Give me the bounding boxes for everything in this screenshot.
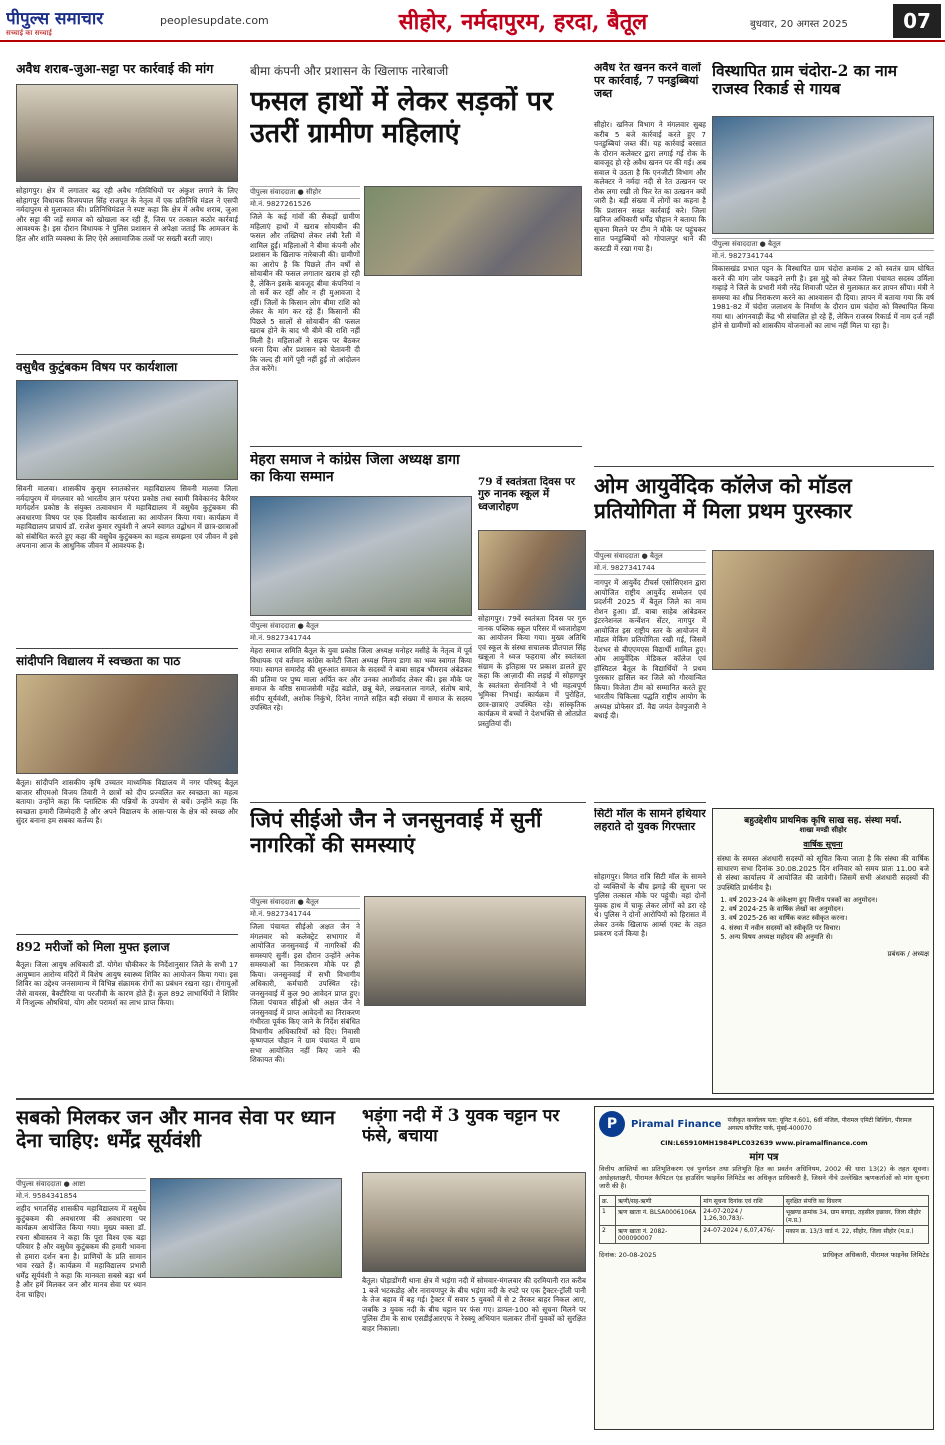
story-hearing-headline: जिपं सीईओ जैन ने जनसुनवाई में सुनीं नागरिकों की समस्याएं bbox=[250, 808, 542, 857]
table-cell: 2 bbox=[600, 1225, 616, 1243]
divider bbox=[16, 934, 238, 935]
divider bbox=[16, 354, 238, 355]
divider bbox=[250, 446, 582, 447]
society-notice-title: वार्षिक सूचना bbox=[803, 840, 843, 849]
story-service-byline: पीपुल्स संवाददाता ● आष्टा bbox=[16, 1178, 146, 1191]
piramal-date: दिनांक: 20-08-2025 bbox=[599, 1250, 657, 1259]
story-liquor-headline-box bbox=[16, 62, 236, 80]
agenda-item: 3. वर्ष 2025-26 का वार्षिक बजट स्वीकृत करना। bbox=[729, 914, 929, 923]
divider bbox=[594, 466, 934, 467]
story-mehra-body: मेहरा समाज समिति बैतूल के युवा प्रकोष्ठ जिला अध्यक्ष मनोहर मसीहे के नेतृत्व में पूर्व विधायक एवं वर्तमान कांग्रेस कमेटी जिला अध्यक्ष निलय डागा का भव्य स्वागत किया गया। स्वागत समारोह की शुरुआत समाज के सदस्यों ने बाबा साहब भीमराव अंबेडकर की प्रतिमा पर पुष्प माला अर्पित कर और उनका आशीर्वाद लेकर की। इस मौके पर समाज के वरिष्ठ समाजसेवी महेंद्र बडोले, छन्नू बेले, लखनलाल नागले, संतोष बाचे, संदीप सूर्यवंशी, अशोक निकुंभे, दिनेश नागले सहित बड़ी संख्या में समाज के सदस्य उपस्थित रहे। bbox=[250, 646, 472, 712]
story-ayurvedic-body: नागपुर में आयुर्वेद टीचर्स एसोसिएशन द्वारा आयोजित राष्ट्रीय आयुर्वेद सम्मेलन एवं प्रदर्शनी 2025 में बैतूल जिले का नाम रोशन हुआ। डॉ. बाबा साहेब आंबेडकर इंटरनेशनल कन्वेंशन सेंटर, नागपुर में आयोजित इस राष्ट्रीय स्तर के आयोजन में मॉडल मेकिंग प्रतियोगिता रखी गई, जिसमें देशभर से बीएएमएस विद्यार्थी शामिल हुए। ओम आयुर्वेदिक मेडिकल कॉलेज एवं हॉस्पिटल बैतूल के विद्यार्थियों ने प्रथम पुरस्कार हासिल कर जिले को गौरवान्वित किया। विजेता टीम को सम्मानित करते हुए भारतीय चिकित्सा पद्धति राष्ट्रीय आयोग के अध्यक्ष प्रोफेसर डॉ. वैद्य जयंत देवपुजारी ने बधाई दी। bbox=[594, 578, 706, 720]
piramal-notice-table bbox=[599, 1195, 929, 1244]
agenda-item: 5. अन्य विषय अध्यक्ष महोदय की अनुमति से। bbox=[729, 933, 929, 942]
story-workshop-body: सिवनी मालवा। शासकीय कुसुम स्नातकोत्तर महाविद्यालय सिवनी मालवा जिला नर्मदापुरम में मंगलवार को भारतीय ज्ञान परंपरा प्रकोष्ठ तथा स्वामी विवेकानंद कैरियर मार्गदर्शन प्रकोष्ठ के संयुक्त तत्वावधान में महाविद्यालय में वसुधैव कुटुंबकम की अवधारणा विषय पर एक दिवसीय कार्यशाला का आयोजन किया गया। कार्यक्रम में महाविद्यालय प्राचार्य डॉ. राजेश कुमार रघुवंशी ने अपने स्वागत उद्बोधन में छात्र-छात्राओं को संबोधित करते हुए कहा की वसुधैव कुटुंबकम का महत्व समझना एवं जीवन में इसे अपनाना आज के आधुनिक जीवन में आवश्यक है। bbox=[16, 484, 238, 550]
divider bbox=[16, 648, 238, 649]
story-cleanliness-photo bbox=[16, 674, 238, 774]
table-cell: ऋण खाता नं. BLSA0006106A bbox=[616, 1206, 701, 1225]
story-mehra-mobile: मो.नं. 9827341744 bbox=[250, 632, 472, 645]
story-ayurvedic-byline: पीपुल्स संवाददाता ● बैतूल bbox=[594, 550, 706, 563]
story-cleanliness-body: बैतूल। सांदीपनि शासकीय कृषि उच्चतर माध्यमिक विद्यालय में नगर परिषद् बैतूल बाजार सीएमओ विजय तिवारी ने छात्रों को दीप प्रज्वलित कर स्वच्छता का महत्व बताया। उन्होंने कहा कि प्लास्टिक की पन्नियों के उपयोग से बचें। उन्होंने कहा कि स्वच्छता हमारी जिम्मेदारी है और अपने विद्यालय के आस-पास के क्षेत्र को स्वच्छ और सुंदर बनाना हम सबका कर्तव्य है। bbox=[16, 778, 238, 825]
story-service-mobile: मो.नं. 9584341854 bbox=[16, 1190, 146, 1203]
page-number: 07 bbox=[893, 4, 941, 38]
story-flag-photo bbox=[478, 530, 586, 610]
story-river-photo bbox=[362, 1172, 586, 1272]
divider bbox=[16, 1098, 934, 1100]
story-liquor-headline: अवैध शराब-जुआ-सट्टा पर कार्रवाई की मांग bbox=[16, 62, 214, 76]
table-row bbox=[600, 1225, 929, 1243]
story-ayurvedic-photo bbox=[712, 550, 934, 670]
society-name: बहुउद्देशीय प्राथमिक कृषि साख सह. संस्था मर्या. bbox=[744, 816, 902, 826]
agenda-item: 1. वर्ष 2023-24 के अंकेक्षण हुए वित्तीय पत्रकों का अनुमोदन। bbox=[729, 896, 929, 905]
table-header: सुरक्षित संपत्ति का विवरण bbox=[783, 1195, 928, 1206]
story-crop-kicker: बीमा कंपनी और प्रशासन के खिलाफ नारेबाजी bbox=[250, 64, 449, 78]
story-free-treatment-body: बैतूल। जिला आयुष अधिकारी डॉ. योगेश चौकीकर के निर्देशानुसार जिले के सभी 17 आयुष्मान आरोग्य मंदिरों में विशेष आयुष स्वास्थ्य शिविर का आयोजन किया गया। इस शिविर का उद्देश्य जनसामान्य में विभिन्न संक्रामक रोगों का प्रबंधन रखना रहा। रोगायुओं जैसे वायरस, बैक्टीरिया या परजीवी के कारण होते हैं। कुल 892 लाभार्थियों ने शिविर में निःशुल्क औषधियां, योग और परामर्श का लाभ प्राप्त किया। bbox=[16, 960, 238, 1007]
story-river-body: बैतूल। घोड़ाडोंगरी थाना क्षेत्र में भड़ंगा नदी में सोमवार-मंगलवार की दरमियानी रात करीब 1 बजे भटकडोह और नारायणपुर के बीच भड़ंगा नदी के रपटे पर एक ट्रैक्टर-ट्रॉली पानी के तेज बहाव में बह गई। ट्रैक्टर में सवार 5 युवकों में से 2 तैरकर बाहर निकल आए, जबकि 3 युवक नदी के बीच चट्टान पर फंस गए। डायल-100 को सूचना मिलने पर पुलिस टीम के साथ एसडीईआरएफ ने रेस्क्यू अभियान चलाकर तीनों युवकों को सुरक्षित बाहर निकाला। bbox=[362, 1276, 586, 1333]
story-chandora-body: विकासखंड प्रभात पट्टन के विस्थापित ग्राम चंदोरा क्रमांक 2 को स्वतंत्र ग्राम घोषित करने की मांग जोर पकड़ने लगी है। इस मुद्दे को लेकर जिला पंचायत सदस्य उर्मिला गव्हाड़े ने जिले के प्रभारी मंत्री नरेंद्र शिवाजी पटेल से मुलाकात कर ज्ञापन सौंपा। मंत्री ने समस्या का शीघ्र निराकरण करने का आश्वासन दी दिया। ज्ञापन में बताया गया कि वर्ष 1981-82 में चंदोरा जलाशय के निर्माण के दौरान ग्राम चंदोरा को विस्थापित किया गया था। आंगनवाड़ी केंद्र भी संचालित हो रहे हैं, लेकिन राजस्व रिकार्ड में नाम दर्ज नहीं होने से ग्रामीणों को शासकीय योजनाओं का लाभ नहीं मिल पा रहा है। bbox=[712, 264, 934, 330]
story-ayurvedic-body-cont bbox=[712, 674, 934, 794]
story-mehra-headline: मेहरा समाज ने कांग्रेस जिला अध्यक्ष डागा का किया सम्मान bbox=[250, 452, 460, 485]
story-sand-headline: अवैध रेत खनन करने वालों पर कार्रवाई, 7 पनडुब्बियां जब्त bbox=[594, 62, 701, 100]
story-liquor-photo bbox=[16, 84, 238, 182]
story-cleanliness-headline: सांदीपनि विद्यालय में स्वच्छता का पाठ bbox=[16, 654, 181, 668]
table-cell: 24-07-2024 / 1,26,30,783/- bbox=[701, 1206, 783, 1225]
newspaper-logo: पीपुल्स समाचार सच्चाई का सच्चाई bbox=[6, 9, 104, 36]
society-agenda-list bbox=[729, 896, 929, 942]
agenda-item: 2. वर्ष 2024-25 के वार्षिक लेखों का अनुमोदन। bbox=[729, 905, 929, 914]
story-liquor-body: सोहागपुर। क्षेत्र में लगातार बढ़ रही अवैध गतिविधियों पर अंकुश लगाने के लिए सोहागपुर विधायक विजयपाल सिंह राजपूत के नेतृत्व में एक प्रतिनिधि मंडल ने एसपी नर्मदापुरम से मुलाकात की। प्रतिनिधिमंडल ने स्पष्ट कहा कि क्षेत्र में अवैध शराब, जुआ और सट्टा की जड़ें समाज को खोखला कर रही हैं, जिस पर तत्काल कठोर कार्रवाई आवश्यक है। इस दौरान विधायक ने पुलिस प्रशासन से अपेक्षा जताई कि आमजन के हित और शांति व्यवस्था के लिए ऐसे असामाजिक तत्वों पर सख्ती बरती जाए। bbox=[16, 186, 238, 243]
story-workshop-headline: वसुधैव कुटुंबकम विषय पर कार्यशाला bbox=[16, 360, 178, 374]
divider bbox=[594, 802, 706, 803]
story-hearing-photo bbox=[364, 896, 586, 1006]
story-citymall-body: सोहागपुर। विगत रात्रि सिटी मॉल के सामने दो व्यक्तियों के बीच झगड़े की सूचना पर पुलिस तत्काल मौके पर पहुंची। वहां दोनों युवक हाथ में चाकू लेकर लोगों को डरा रहे थे। पुलिस ने दोनों आरोपियों को हिरासत में लेकर उनके खिलाफ आर्म्स एक्ट के तहत प्रकरण दर्ज किया है। bbox=[594, 872, 706, 938]
table-cell: 24-07-2024 / 6,07,476/- bbox=[701, 1225, 783, 1243]
story-crop-byline: पीपुल्स संवाददाता ● सीहोर bbox=[250, 186, 360, 199]
table-cell: मकान क्र. 13/3 वार्ड नं. 22, सीहोर, जिला सीहोर (म.प्र.) bbox=[783, 1225, 928, 1243]
table-header: ऋणी/सह-ऋणी bbox=[616, 1195, 701, 1206]
story-mehra-photo bbox=[250, 496, 472, 616]
story-chandora-photo bbox=[712, 116, 934, 234]
piramal-notice-title: मांग पत्र bbox=[749, 1152, 779, 1163]
story-hearing-body: जिला पंचायत सीईओ अक्षत जैन ने मंगलवार को कलेक्ट्रेट सभागार में आयोजित जनसुनवाई में नागरिकों की समस्याएं सुनीं। इस दौरान उन्होंने अनेक समस्याओं का निराकरण मौके पर ही किया। जनसुनवाई में सभी विभागीय अधिकारी, कर्मचारी उपस्थित रहे। जनसुनवाई में कुल 90 आवेदन प्राप्त हुए। जिला पंचायत सीईओ श्री अक्षत जैन ने जनसुनवाई में प्राप्त आवेदनों का निराकरण गंभीरता पूर्वक किए जाने के निर्देश संबंधित विभागीय अधिकारियों को दिए। निवासी कृष्णपाल चौहान ने ग्राम पंचायत में ग्राम सभा आयोजित नहीं किए जाने की शिकायत की। bbox=[250, 922, 360, 1064]
society-notice-body: संस्था के समस्त अंशधारी सदस्यों को सूचित किया जाता है कि संस्था की वार्षिक साधारण सभा दिनांक 30.08.2025 दिन शनिवार को समय प्रातः 11.00 बजे से संस्था कार्यालय में आयोजित की जावेगी। जिसमें सभी अंशधारी सदस्यों की उपस्थिति प्रार्थनीय है। bbox=[717, 854, 929, 892]
story-service-photo bbox=[150, 1178, 342, 1278]
piramal-cin: CIN:L65910MH1984PLC032639 www.piramalfinance.com bbox=[660, 1139, 868, 1147]
divider bbox=[250, 802, 586, 803]
edition-cities: सीहोर, नर्मदापुरम, हरदा, बैतूल bbox=[398, 9, 648, 35]
story-crop-headline: फसल हाथों में लेकर सड़कों पर उतरीं ग्रामीण महिलाएं bbox=[250, 86, 553, 149]
website-url[interactable]: peoplesupdate.com bbox=[160, 14, 269, 27]
table-cell: भूखण्ड क्रमांक 34, ग्राम बागड़ा, तहसील इछावर, जिला सीहोर (म.प्र.) bbox=[783, 1206, 928, 1225]
story-flag-body: सोहागपुर। 79वें स्वतंत्रता दिवस पर गुरु नानक पब्लिक स्कूल परिसर में ध्वजारोहण का आयोजन किया गया। मुख्य अतिथि एवं स्कूल के संस्था सचालक प्रीतपाल सिंह खन्नूजा ने ध्वज फहराया और स्वतंत्रता संग्राम के इतिहास पर प्रकाश डालते हुए कहा कि आज़ादी की लड़ाई में सोहागपुर के स्वतंत्रता सेनानियों ने भी महत्वपूर्ण भूमिका निभाई। कार्यक्रम में पुरोहित, छात्र-छात्राएं उपस्थित रहे। सांस्कृतिक कार्यक्रम में बच्चों ने देशभक्ति से ओतप्रोत प्रस्तुतियां दीं। bbox=[478, 614, 586, 728]
story-chandora-mobile: मो.नं. 9827341744 bbox=[712, 250, 934, 263]
story-crop-body: जिले के कई गांवों की सैकड़ों ग्रामीण महिलाएं हाथों में खराब सोयाबीन की फसल और तख्तियां लेकर लंबी रैली में शामिल हुईं। महिलाओं ने बीमा कंपनी और प्रशासन के खिलाफ नारेबाजी की। ग्रामीणों का आरोप है कि पिछले तीन वर्षों से सोयाबीन की फसल लगातार खराब हो रही है, लेकिन इसके बावजूद बीमा कंपनियां न तो सर्वे कर रहीं और न ही मुआवजा दे रहीं। जिलों के किसान लोग बीमा राशि को लेकर के मांग कर रहे हैं। किसानों की पिछले 5 सालों से सोयाबीन की फसल खराब होने के बाद भी बीमे की राशि नहीं मिली है। महिलाओं ने सड़क पर बैठकर धरना दिया और प्रशासन को चेतावनी दी कि जल्द ही मांगें पूरी नहीं हुईं तो आंदोलन तेज करेंगे। bbox=[250, 212, 360, 373]
story-free-treatment-headline: 892 मरीजों को मिला मुफ्त इलाज bbox=[16, 940, 170, 954]
society-branch: शाखा मण्डी सीहोर bbox=[799, 826, 847, 834]
story-ayurvedic-mobile: मो.नं. 9827341744 bbox=[594, 562, 706, 575]
piramal-signature: प्राधिकृत अधिकारी, पीरामल फाइनेंस लिमिटेड bbox=[822, 1250, 929, 1259]
story-mehra-byline: पीपुल्स संवाददाता ● बैतूल bbox=[250, 620, 472, 633]
masthead bbox=[0, 0, 945, 42]
story-crop-body-cont bbox=[364, 280, 582, 440]
story-service-body-cont bbox=[150, 1282, 342, 1430]
table-row bbox=[600, 1206, 929, 1225]
society-signature: प्रबंधक / अध्यक्ष bbox=[887, 949, 929, 958]
piramal-brand: Piramal Finance bbox=[631, 1118, 722, 1130]
story-service-body: शहीद भगतसिंह शासकीय महाविद्यालय में वसुधैव कुटुंबकम की अवधारणा की अवधारणा पर कार्यक्रम आयोजित किया गया। मुख्य वक्ता डॉ. रचना श्रीवास्तव ने कहा कि पूरा विश्व एक बड़ा परिवार है और वसुधैव कुटुंबकम की हमारी भावना से हमारा दर्शन बना है। प्राणियों के प्रति सामान भाव रखते हैं। कार्यक्रम में महाविद्यालय प्रभारी धर्मेंद्र सूर्यवंशी ने कहा कि मानवता सबसे बड़ा धर्म है और हमें मिलकर जन और मानव सेवा पर ध्यान देना चाहिए। bbox=[16, 1204, 146, 1299]
piramal-address: पंजीकृत कार्यालय पता: यूनिट नं.601, 6वीं मंजिल, पीरामल एमिटी बिल्डिंग, पीरामल अगस्त्य कॉर्पोरेट पार्क, मुंबई-400070 bbox=[727, 1117, 912, 1132]
story-river-headline: भड़ंगा नदी में 3 युवक चट्टान पर फंसे, बचाया bbox=[362, 1106, 560, 1147]
story-service-headline: सबको मिलकर जन और मानव सेवा पर ध्यान देना चाहिए: धर्मेंद्र सूर्यवंशी bbox=[16, 1106, 335, 1152]
story-crop-photo bbox=[364, 186, 582, 276]
table-header: मांग सूचना दिनांक एवं राशि bbox=[701, 1195, 783, 1206]
story-sand-body: सीहोर। खनिज विभाग ने मंगलवार सुबह करीब 5 बजे कार्रवाई करते हुए 7 पनडुब्बियां जब्त कीं। यह कार्रवाई बरसात के दौरान कलेक्टर द्वारा लगाई गई रोक के बावजूद हो रहे अवैध खनन पर की गई। अब सवाल ये उठता है कि एनजीटी विभाग और कलेक्टर ने नर्मदा नदी से रेत उत्खनन पर रोक लगा रखी तो फिर रेत का उत्खनन क्यों जारी है। बड़ी संख्या में लोगों का कहना है कि प्रशासन सख्त कार्रवाई करे। जिला खनिज अधिकारी धर्मेंद्र चौहान ने बताया कि सूचना मिलने पर टीम ने मौके पर पहुंचकर सात पनडुब्बियों को गोपालपुर थाने की कस्टडी में रखा गया है। bbox=[594, 120, 706, 253]
story-crop-mobile: मो.नं. 9827261526 bbox=[250, 198, 360, 211]
table-cell: 1 bbox=[600, 1206, 616, 1225]
story-chandora-byline: पीपुल्स संवाददाता ● बैतूल bbox=[712, 238, 934, 251]
piramal-notice-body: वित्तीय आस्तियों का प्रतिभूतिकरण एवं पुनर्गठन तथा प्रतिभूति हित का प्रवर्तन अधिनियम, 2002 की धारा 13(2) के तहत सूचना। अधोहस्ताक्षरी, पीरामल कैपिटल एंड हाउसिंग फाइनेंस लिमिटेड का अधिकृत प्राधिकारी है, जिसने नीचे उल्लेखित ऋणकर्ताओं को मांग सूचना जारी की है। bbox=[599, 1165, 929, 1191]
table-header: क्र. bbox=[600, 1195, 616, 1206]
story-citymall-headline: सिटी मॉल के सामने हथियार लहराते दो युवक गिरफ्तार bbox=[594, 808, 706, 833]
story-ayurvedic-headline: ओम आयुर्वेदिक कॉलेज को मॉडल प्रतियोगिता में मिला प्रथम पुरस्कार bbox=[594, 474, 852, 523]
story-flag-headline: 79 वें स्वतंत्रता दिवस पर गुरु नानक स्कूल में ध्वजारोहण bbox=[478, 476, 575, 513]
piramal-logo-icon: P bbox=[599, 1111, 625, 1137]
table-cell: ऋण खाता नं. 2082-000090007 bbox=[616, 1225, 701, 1243]
story-workshop-photo bbox=[16, 380, 238, 480]
story-hearing-byline: पीपुल्स संवाददाता ● बैतूल bbox=[250, 896, 360, 909]
story-hearing-mobile: मो.नं. 9827341744 bbox=[250, 908, 360, 921]
story-hearing-body-cont bbox=[364, 1010, 586, 1094]
story-chandora-headline: विस्थापित ग्राम चंदोरा-2 का नाम राजस्व रिकार्ड से गायब bbox=[712, 62, 897, 99]
publication-date: बुधवार, 20 अगस्त 2025 bbox=[750, 19, 848, 30]
agenda-item: 4. संस्था में नवीन सदस्यों को स्वीकृति पर विचार। bbox=[729, 924, 929, 933]
piramal-demand-notice-ad bbox=[594, 1106, 934, 1430]
society-notice-ad bbox=[712, 808, 934, 1094]
